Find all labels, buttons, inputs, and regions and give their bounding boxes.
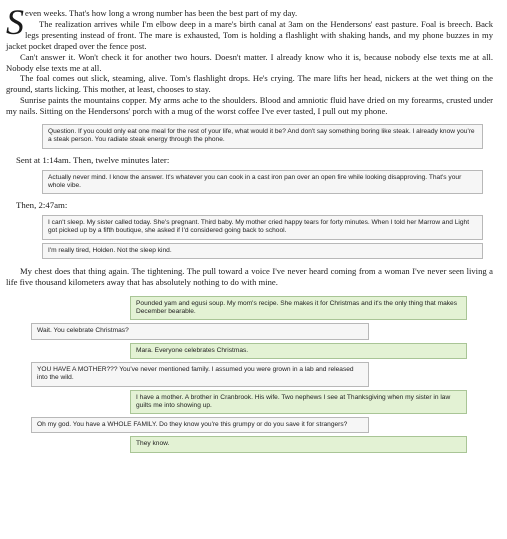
timestamp-label: Sent at 1:14am. Then, twelve minutes later: [16,154,170,165]
story-paragraph-3: Can't answer it. Won't check it for another two hours. Doesn't matter. I already know who it is, because nobody else texts me at all. Nobody else texts me at all. [6,51,493,73]
chat-bubble-sent: They know. [130,436,467,452]
text-message: Actually never mind. I know the answer. It's whatever you can cook in a cast iron pan over an open fire while looking disapproving. That's your whole vibe. [42,170,483,195]
drop-cap: S [6,2,24,42]
chat-bubble-sent: Mara. Everyone celebrates Christmas. [130,343,467,359]
chat-bubble-sent: Pounded yam and egusi soup. My mom's recipe. She makes it for Christmas and it's the only thing that makes December bearable. [130,296,467,321]
story-paragraph-6: My chest does that thing again. The tightening. The pull toward a voice I've never heard coming from a woman I've never seen living a life five thousand kilometers away that has absolutely nothing to do with mine. [6,265,493,287]
chat-bubble-sent: I have a mother. A brother in Cranbrook. His wife. Two nephews I see at Thanksgiving when my sister in law guilts me into showing up. [130,390,467,415]
story-paragraph-1-text: even weeks. That's how long a wrong number has been the best part of my day. [25,8,298,18]
text-message: Question. If you could only eat one meal for the rest of your life, what would it be? And don't say something boring like steak. I already know you're a steak person. You radiate steak energy through the phone. [42,124,483,149]
story-paragraph-4: The foal comes out slick, steaming, alive. Tom's flashlight drops. He's crying. The mare lifts her head, nickers at the wet thing on the ground, starts licking. This mother, at least, chooses to stay. [6,73,493,95]
story-paragraph-5: Sunrise paints the mountains copper. My arms ache to the shoulders. Blood and amniotic fluid have dried on my forearms, crusted under my nails. Sitting on the Hendersons' porch with a mug of the worst coffee I've ever tasted, I pull out my phone. [6,95,493,117]
chat-bubble-received: Oh my god. You have a WHOLE FAMILY. Do they know you're this grumpy or do you save it for strangers? [31,417,369,433]
text-message: I can't sleep. My sister called today. She's pregnant. Third baby. My mother cried happy tears for forty minutes. When I told her Marrow and Light got picked up by a fifth boutique, she asked if I'd considered going back to school. [42,215,483,240]
story-paragraph-2: The realization arrives while I'm elbow deep in a mare's birth canal at 3am on the Hendersons' east pasture. Foal is breech. Back legs presenting instead of front. The mare is exhausted, Tom is holding a flashlight with shaking hands, and my phone buzzes in my jacket pocket draped over the fence post. [6,18,493,51]
chat-bubble-received: Wait. You celebrate Christmas? [31,323,369,339]
timestamp-label: Then, 2:47am: [16,200,68,211]
text-message: I'm really tired, Holden. Not the sleep kind. [42,243,483,259]
chat-bubble-received: YOU HAVE A MOTHER??? You've never mentioned family. I assumed you were grown in a lab and released into the wild. [31,362,369,387]
chat-thread [6,296,493,453]
